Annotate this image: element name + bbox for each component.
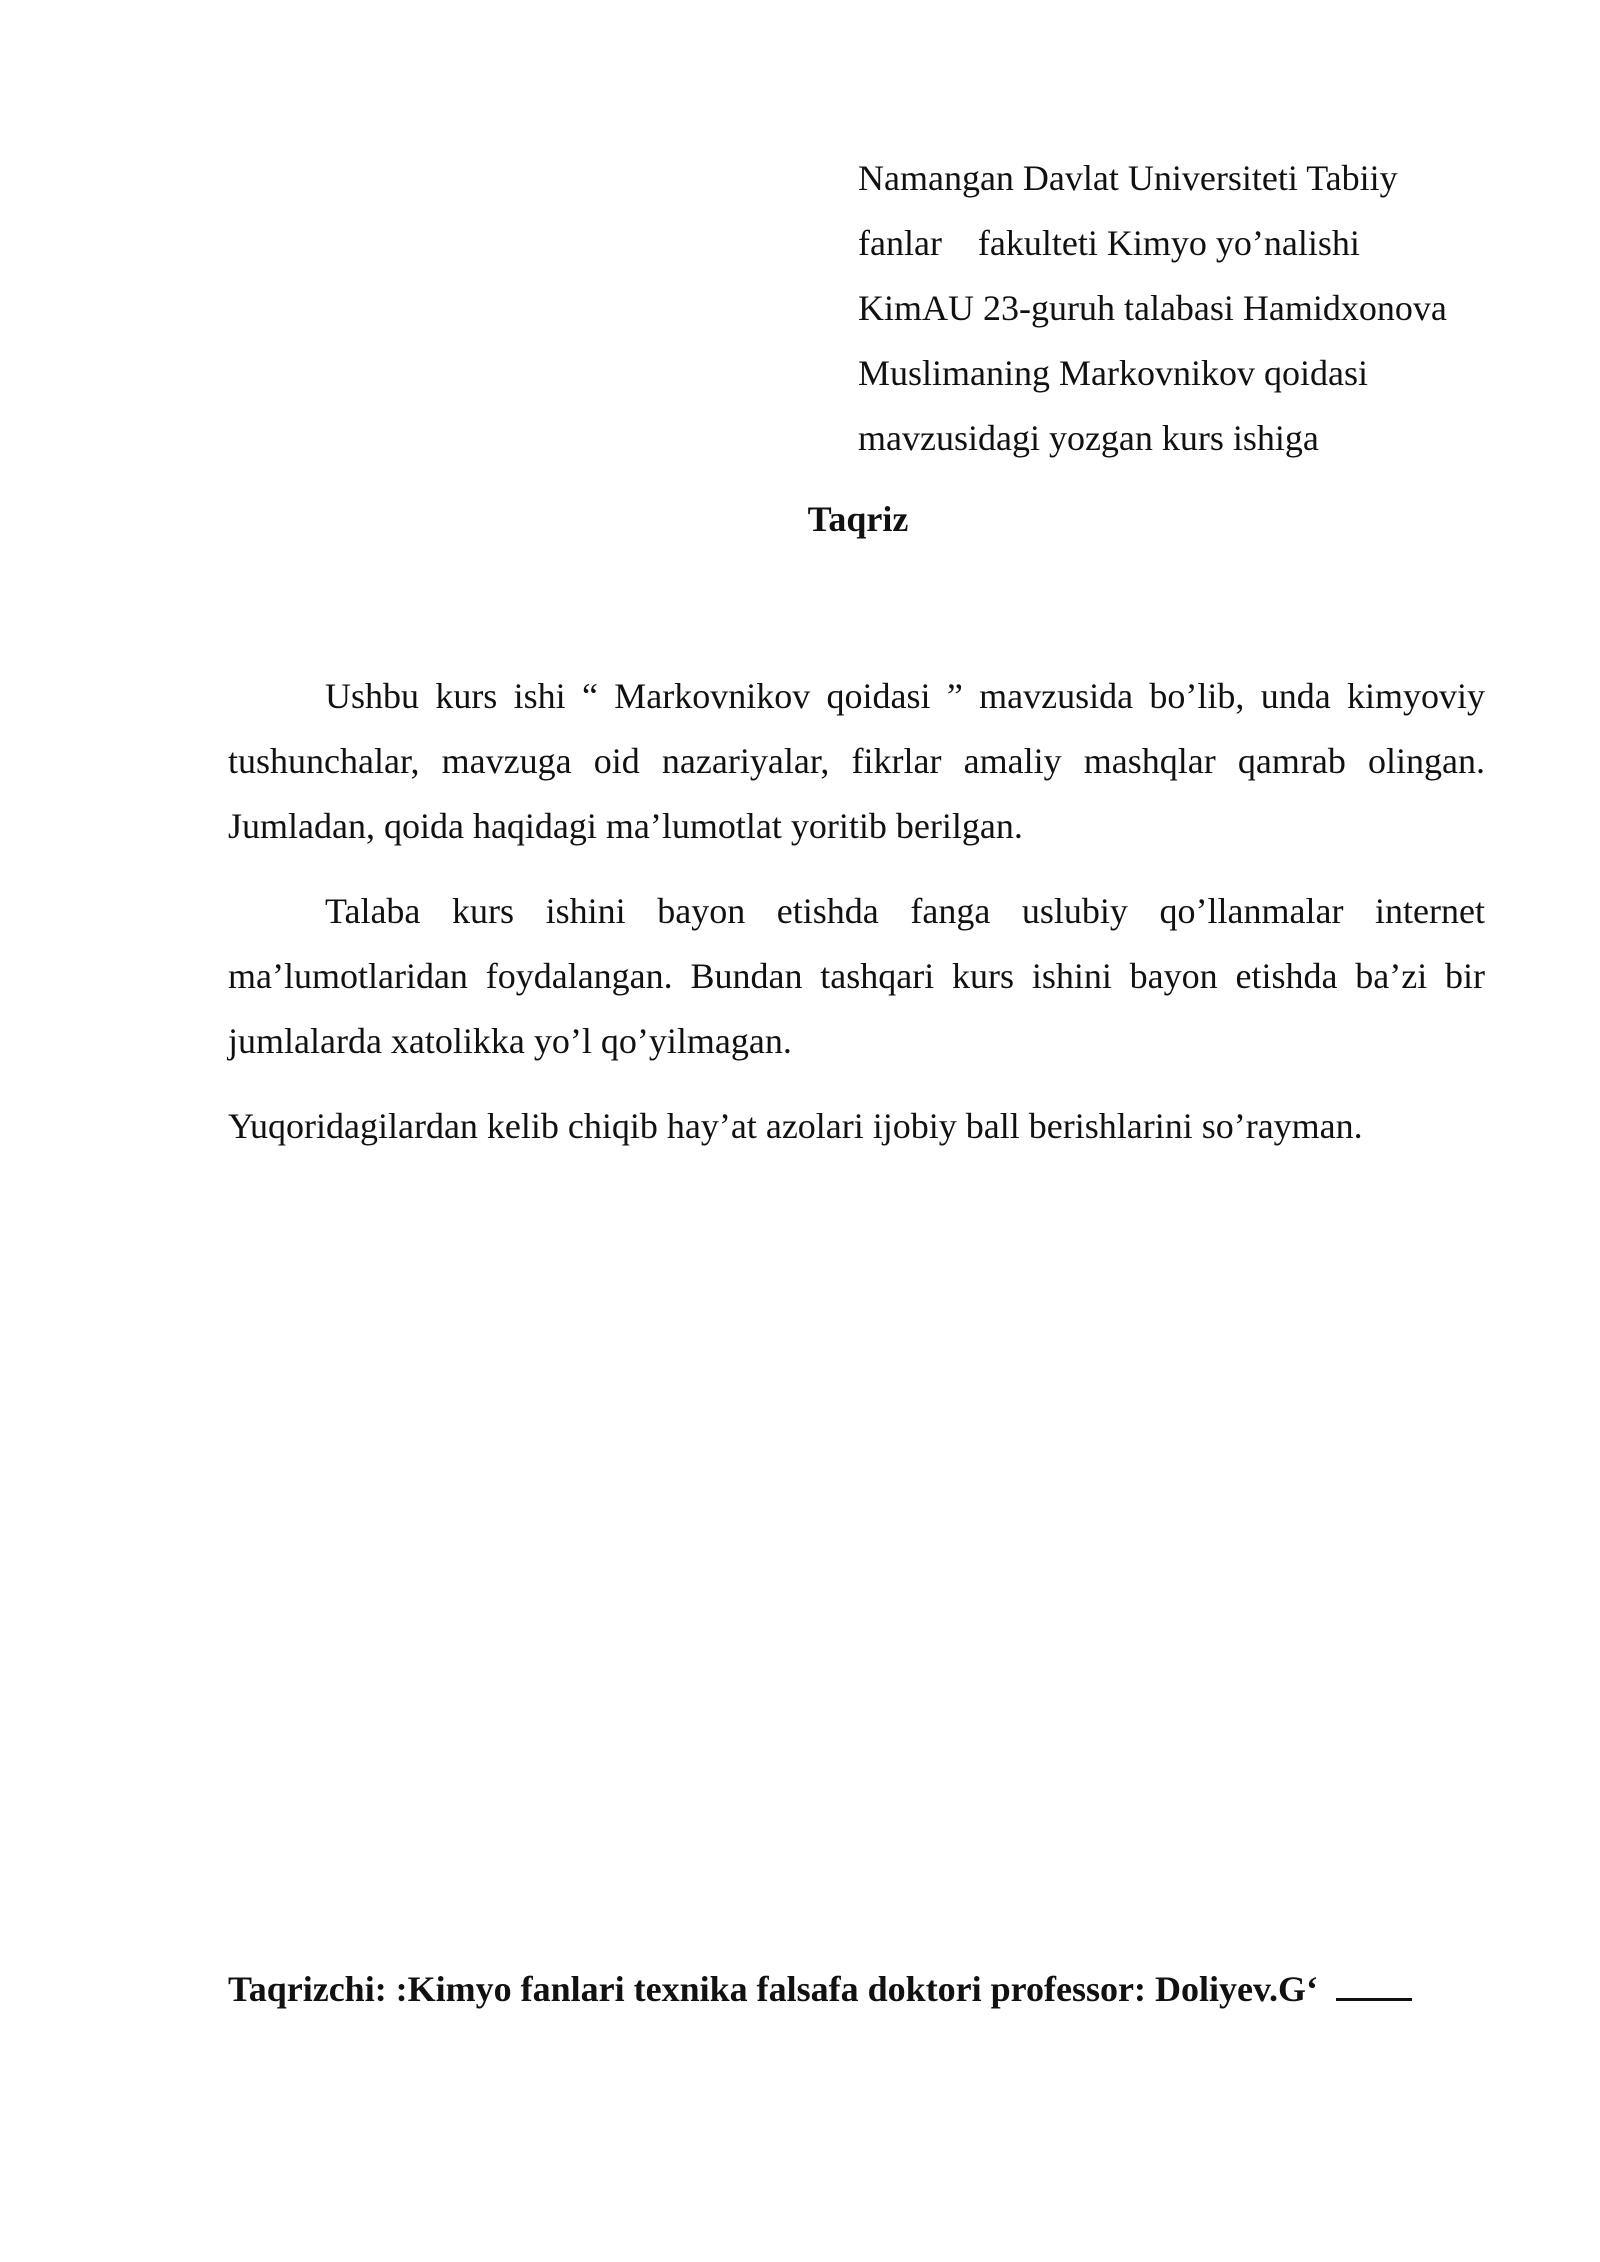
addressee-line: Namangan Davlat Universiteti Tabiiy — [858, 158, 1398, 198]
addressee-block — [858, 146, 1538, 471]
reviewer-signature — [228, 1964, 1528, 2014]
addressee-line: fanlar fakulteti Kimyo yo’nalishi — [858, 223, 1360, 263]
body-paragraph: Yuqoridagilardan kelib chiqib hay’at azolari ijobiy ball berishlarini so’rayman. — [228, 1106, 1363, 1146]
document-body — [228, 664, 1485, 1179]
addressee-line: KimAU 23-guruh talabasi Hamidxonova — [858, 288, 1447, 328]
addressee-line: mavzusidagi yozgan kurs ishiga — [858, 418, 1319, 458]
addressee-line: Muslimaning Markovnikov qoidasi — [858, 353, 1368, 393]
reviewer-signature-text: Taqrizchi: :Kimyo fanlari texnika falsafa doktori professor: Doliyev.G‘ — [228, 1969, 1318, 2009]
body-paragraph: Ushbu kurs ishi “ Markovnikov qoidasi ” mavzusida bo’lib, unda kimyoviy tushunchalar, mavzuga oid nazariyalar, fikrlar amaliy mashqlar qamrab olingan. Jumladan, qoida haqidagi ma’lumotlat yoritib berilgan. — [228, 676, 1485, 846]
body-paragraph: Talaba kurs ishini bayon etishda fanga uslubiy qo’llanmalar internet ma’lumotlaridan foydalangan. Bundan tashqari kurs ishini bayon etishda ba’zi bir jumlalarda xatolikka yo’l qo’yilmagan. — [228, 891, 1485, 1061]
document-title: Taqriz — [807, 499, 909, 539]
signature-line — [1336, 1964, 1412, 2001]
